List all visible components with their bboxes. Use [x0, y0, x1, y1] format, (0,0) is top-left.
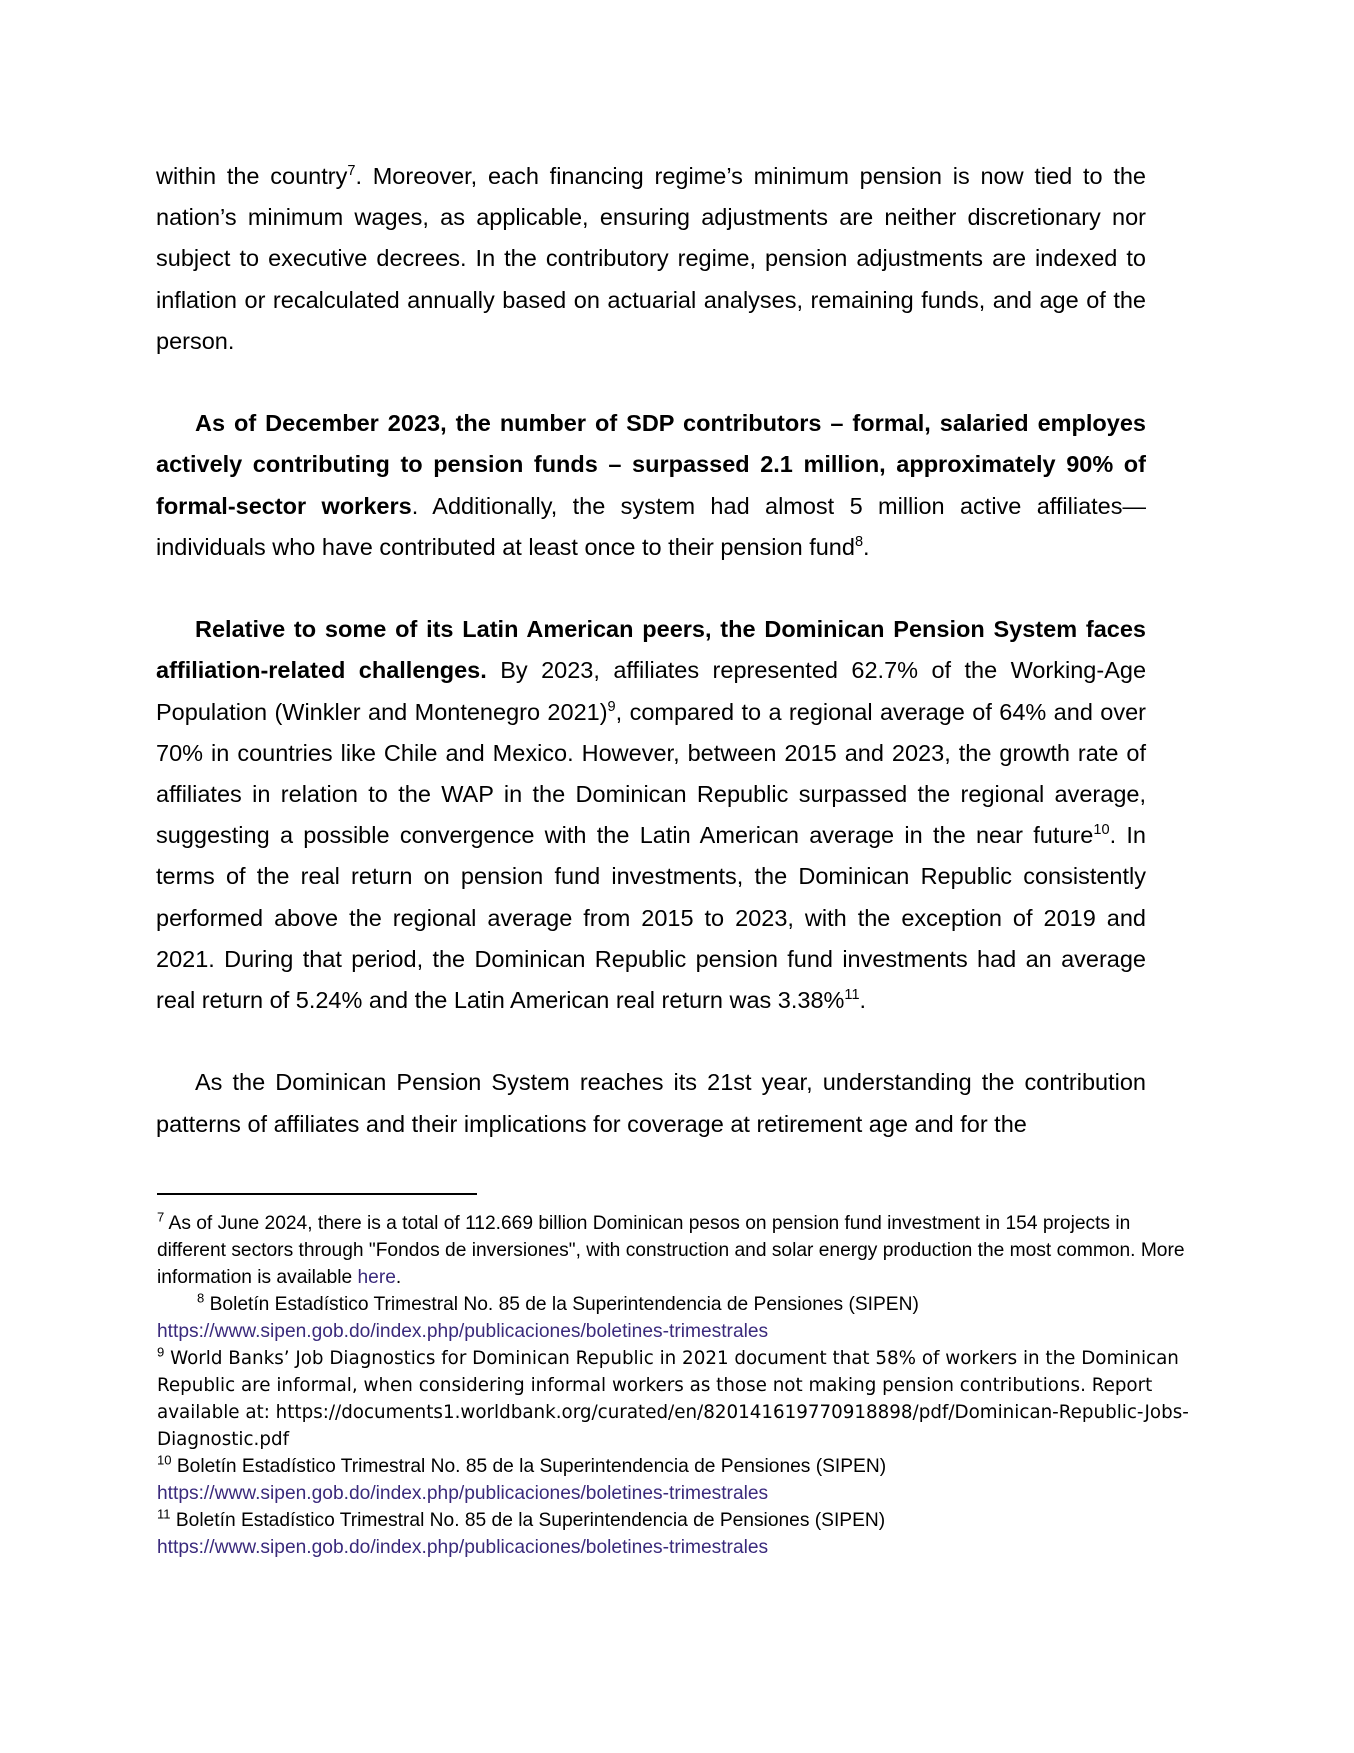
- paragraph-text: . In terms of the real return on pension fund investments, the Dominican Republic consistently performed above the regional average from 2015 to 2023, with the exception of 2019 and 2021. During that period, the Dominican Republic pension fund investments had an average real return of 5.24% and the Latin American real return was 3.38%: [156, 822, 1146, 1014]
- paragraph-text: . Moreover, each financing regime’s minimum pension is now tied to the nation’s minimum wages, as applicable, ensuring adjustments are neither discretionary nor subject to executive decrees. In the contributory regime, pension adjustments are indexed to inflation or recalculated annually based on actuarial analyses, remaining funds, and age of the person.: [156, 163, 1147, 354]
- paragraph-1: [156, 156, 1146, 362]
- footnote-text: World Banks’ Job Diagnostics for Dominican Republic in 2021 document that 58% of workers in the Dominican Republic are informal, when considering informal workers as those not making pension contributions. Report available at:: [157, 1348, 1179, 1423]
- paragraph-text: , compared to a regional average of 64% and over 70% in countries like Chile and Mexico. However, between 2015 and 2023, the growth rate of affiliates in relation to the WAP in the Dominican Republic surpassed the regional average, suggesting a possible convergence with the Latin American average in the near future: [156, 698, 1146, 849]
- footnote-number: 7: [157, 1209, 165, 1225]
- footnote-11: [157, 1507, 1197, 1561]
- worldbank-url[interactable]: https://documents1.worldbank.org/curated/en/820141619770918898/pdf/Dominican-Republic-Jobs-Diagnostic.pdf: [157, 1402, 1189, 1450]
- body-text: [156, 156, 1146, 1186]
- sipen-link[interactable]: https://www.sipen.gob.do/index.php/publicaciones/boletines-trimestrales: [157, 1483, 769, 1504]
- sipen-link[interactable]: https://www.sipen.gob.do/index.php/publicaciones/boletines-trimestrales: [157, 1321, 769, 1342]
- paragraph-3: [156, 609, 1146, 1021]
- footnote-text: As of June 2024, there is a total of 112.669 billion Dominican pesos on pension fund investment in 154 projects in different sectors through "Fondos de inversiones", with construction and solar energy production the most common. More information is available: [157, 1213, 1185, 1288]
- bold-lead: Relative to some of its Latin American peers, the Dominican Pension System faces affiliation-related challenges.: [156, 616, 1146, 684]
- footnote-ref-9[interactable]: 9: [607, 698, 616, 715]
- footnote-text: .: [395, 1267, 402, 1288]
- here-link[interactable]: here: [357, 1267, 396, 1288]
- paragraph-text: .: [859, 987, 867, 1014]
- paragraph-text: .: [863, 533, 870, 560]
- paragraph-4: As the Dominican Pension System reaches its 21st year, understanding the contribution patterns of affiliates and their implications for coverage at retirement age and for the: [156, 1069, 1146, 1137]
- footnote-number: 10: [157, 1452, 172, 1468]
- footnote-number: 8: [197, 1290, 205, 1306]
- footnote-ref-8[interactable]: 8: [854, 533, 864, 550]
- footnote-8: [157, 1291, 1197, 1345]
- bold-lead: As of December 2023, the number of SDP contributors – formal, salaried employes actively contributing to pension funds – surpassed 2.1 million, approximately 90% of formal-sector workers: [156, 410, 1146, 519]
- footnote-number: 11: [157, 1506, 171, 1522]
- footnotes: [157, 1210, 1197, 1561]
- paragraph-text: . Additionally, the system had almost 5 million active affiliates—individuals who have contributed at least once to their pension fund: [156, 492, 1147, 560]
- footnote-separator: [157, 1193, 477, 1195]
- sipen-link[interactable]: https://www.sipen.gob.do/index.php/publicaciones/boletines-trimestrales: [157, 1537, 769, 1558]
- paragraph-text: By 2023, affiliates represented 62.7% of the Working-Age Population (Winkler and Montenegro 2021): [156, 657, 1147, 725]
- footnote-text: Boletín Estadístico Trimestral No. 85 de la Superintendencia de Pensiones (SIPEN): [171, 1456, 887, 1477]
- footnote-ref-7[interactable]: 7: [347, 163, 356, 180]
- footnote-9: [157, 1345, 1197, 1453]
- footnote-7: [157, 1210, 1197, 1291]
- paragraph-2: [156, 403, 1146, 568]
- footnote-10: [157, 1453, 1197, 1507]
- footnote-text: Boletín Estadístico Trimestral No. 85 de la Superintendencia de Pensiones (SIPEN): [170, 1510, 886, 1531]
- footnote-ref-11[interactable]: 11: [844, 987, 860, 1004]
- footnote-ref-10[interactable]: 10: [1093, 822, 1110, 839]
- paragraph-text: within the country: [156, 163, 348, 189]
- footnote-number: 9: [157, 1344, 165, 1360]
- footnote-text: Boletín Estadístico Trimestral No. 85 de la Superintendencia de Pensiones (SIPEN): [204, 1294, 919, 1315]
